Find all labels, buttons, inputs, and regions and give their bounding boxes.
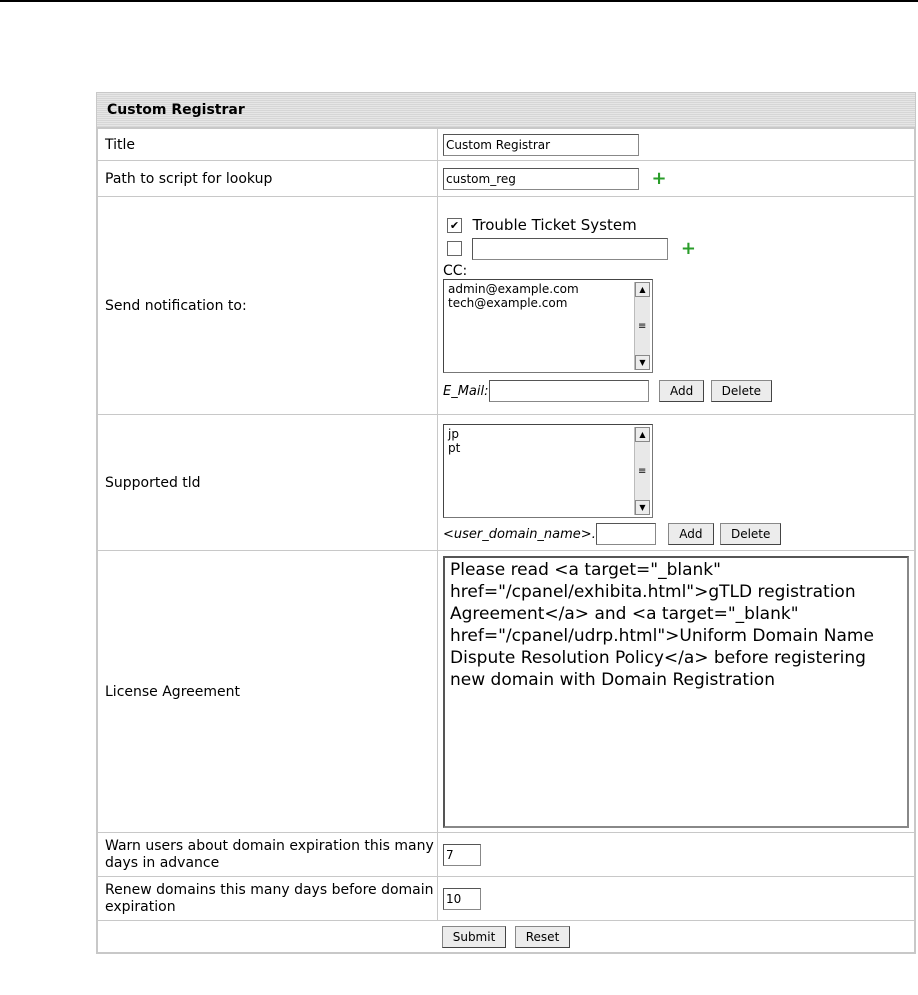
scroll-grip-icon[interactable]: ≡ xyxy=(638,320,647,332)
cc-item[interactable]: admin@example.com xyxy=(448,281,579,296)
tld-item[interactable]: jp xyxy=(448,426,459,441)
row-actions xyxy=(98,921,915,953)
tld-listbox[interactable] xyxy=(443,424,653,518)
panel-header: Custom Registrar xyxy=(97,93,915,128)
row-notify xyxy=(98,197,915,415)
cc-item[interactable]: tech@example.com xyxy=(448,295,568,310)
add-email-button[interactable]: Add xyxy=(659,380,704,402)
tld-item[interactable]: pt xyxy=(448,440,461,455)
top-divider xyxy=(0,0,918,2)
row-path xyxy=(98,161,915,197)
tts-checkbox[interactable]: ✔ xyxy=(447,218,462,233)
notify-label: Send notification to: xyxy=(98,197,438,415)
scroll-down-icon[interactable]: ▼ xyxy=(635,500,650,515)
add-recipient-plus-icon[interactable]: + xyxy=(680,237,696,259)
title-input[interactable]: Custom Registrar xyxy=(443,134,639,156)
warn-days-input[interactable]: 7 xyxy=(443,844,481,866)
settings-table xyxy=(97,128,915,953)
title-label: Title xyxy=(98,129,438,161)
license-textarea[interactable]: Please read <a target="_blank" href="/cpanel/exhibita.html">gTLD registration Agreement</a> and <a target="_blank" href="/cpanel/udrp.html">Uniform Domain Name Dispute Resolution Policy</a> before registering new domain with Domain Registration xyxy=(443,556,909,828)
scroll-down-icon[interactable]: ▼ xyxy=(635,355,650,370)
extra-recipient-checkbox[interactable] xyxy=(447,241,462,256)
reset-button[interactable]: Reset xyxy=(515,926,571,948)
row-tld xyxy=(98,415,915,551)
email-input[interactable] xyxy=(489,380,649,402)
row-title xyxy=(98,129,915,161)
scroll-up-icon[interactable]: ▲ xyxy=(635,427,650,442)
tld-scrollbar[interactable] xyxy=(634,427,650,515)
submit-button[interactable]: Submit xyxy=(442,926,507,948)
extra-recipient-input[interactable] xyxy=(472,238,668,260)
domain-label: <user_domain_name>. xyxy=(443,526,596,542)
row-license xyxy=(98,551,915,833)
delete-email-button[interactable]: Delete xyxy=(711,380,772,402)
add-tld-button[interactable]: Add xyxy=(668,523,713,545)
row-renew xyxy=(98,877,915,921)
delete-tld-button[interactable]: Delete xyxy=(720,523,781,545)
renew-days-input[interactable]: 10 xyxy=(443,888,481,910)
tld-label: Supported tld xyxy=(98,415,438,551)
add-path-plus-icon[interactable]: + xyxy=(651,168,667,189)
cc-listbox[interactable] xyxy=(443,279,653,373)
license-label: License Agreement xyxy=(98,551,438,833)
row-warn xyxy=(98,833,915,877)
path-label: Path to script for lookup xyxy=(98,161,438,197)
custom-registrar-panel xyxy=(96,92,916,954)
renew-label: Renew domains this many days before domain expiration xyxy=(98,877,438,921)
cc-scrollbar[interactable] xyxy=(634,282,650,370)
scroll-up-icon[interactable]: ▲ xyxy=(635,282,650,297)
scroll-grip-icon[interactable]: ≡ xyxy=(638,465,647,477)
warn-label: Warn users about domain expiration this many days in advance xyxy=(98,833,438,877)
tts-label: Trouble Ticket System xyxy=(472,215,637,234)
path-input[interactable]: custom_reg xyxy=(443,168,639,190)
email-label: E_Mail: xyxy=(443,383,489,399)
tld-input[interactable] xyxy=(596,523,656,545)
cc-label: CC: xyxy=(443,262,468,279)
